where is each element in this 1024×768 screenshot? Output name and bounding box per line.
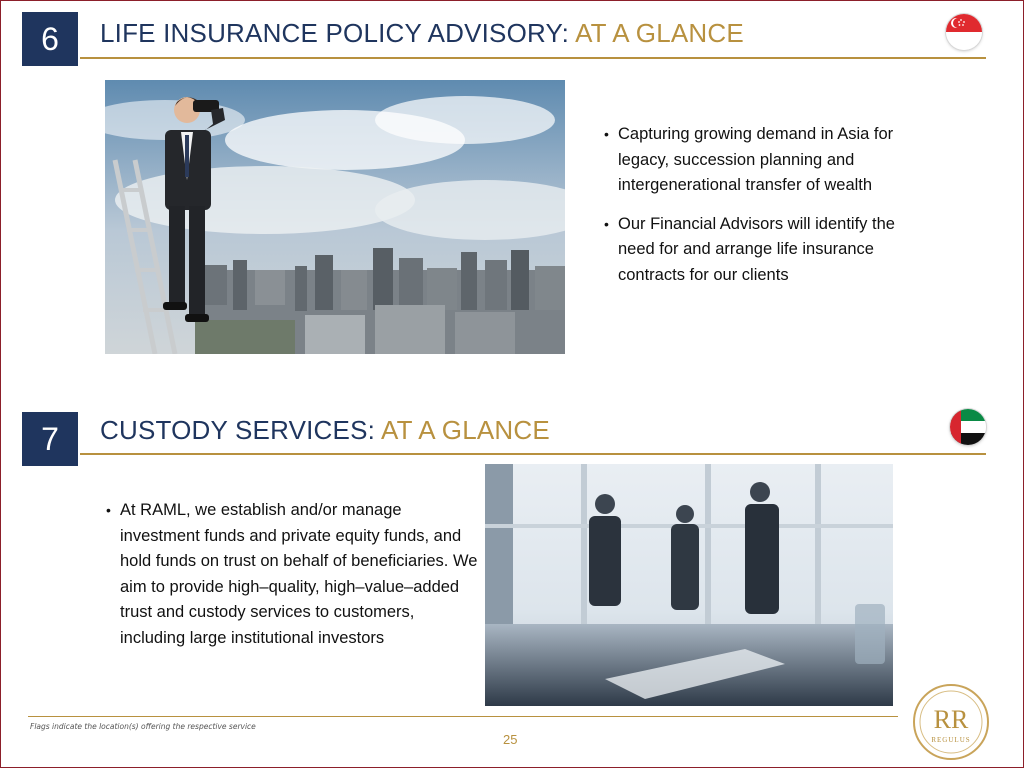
section-number: 6	[41, 20, 59, 57]
footer-divider	[28, 716, 898, 717]
section-title	[100, 415, 550, 446]
section-title-main: LIFE INSURANCE POLICY ADVISORY:	[100, 18, 576, 48]
section-title-main: CUSTODY SERVICES:	[100, 415, 382, 445]
section-divider	[80, 57, 986, 59]
bullet-item: • Our Financial Advisors will identify the need for and arrange life insurance contracts for our clients	[604, 212, 916, 289]
section-bullet-list	[604, 122, 916, 301]
business-meeting-photo	[485, 464, 893, 706]
bullet-item: • At RAML, we establish and/or manage investment funds and private equity funds, and hold funds on trust on behalf of beneficiaries. We aim to provide high–quality, high–value–added trust and custody services to customers, including large institutional investors	[106, 498, 478, 651]
section-divider	[80, 453, 986, 455]
section-bullet-list	[106, 498, 478, 664]
section-title	[100, 18, 744, 49]
singapore-flag-icon	[946, 14, 982, 50]
uae-flag-icon	[950, 409, 986, 445]
svg-text:RR: RR	[933, 705, 969, 734]
section-number-shadow	[22, 466, 78, 480]
bullet-item: • Capturing growing demand in Asia for legacy, succession planning and intergenerational transfer of wealth	[604, 122, 916, 199]
businessman-with-binoculars-photo	[105, 80, 565, 354]
section-number-shadow	[22, 66, 78, 80]
regulus-logo	[913, 684, 989, 760]
section-title-accent: AT A GLANCE	[575, 18, 744, 48]
section-number: 7	[41, 420, 59, 457]
svg-text:REGULUS: REGULUS	[931, 736, 971, 744]
section-title-accent: AT A GLANCE	[381, 415, 550, 445]
page-number: 25	[503, 732, 518, 747]
section-number-badge	[22, 412, 78, 466]
section-number-badge	[22, 12, 78, 66]
footnote: Flags indicate the location(s) offering the respective service	[30, 722, 256, 731]
